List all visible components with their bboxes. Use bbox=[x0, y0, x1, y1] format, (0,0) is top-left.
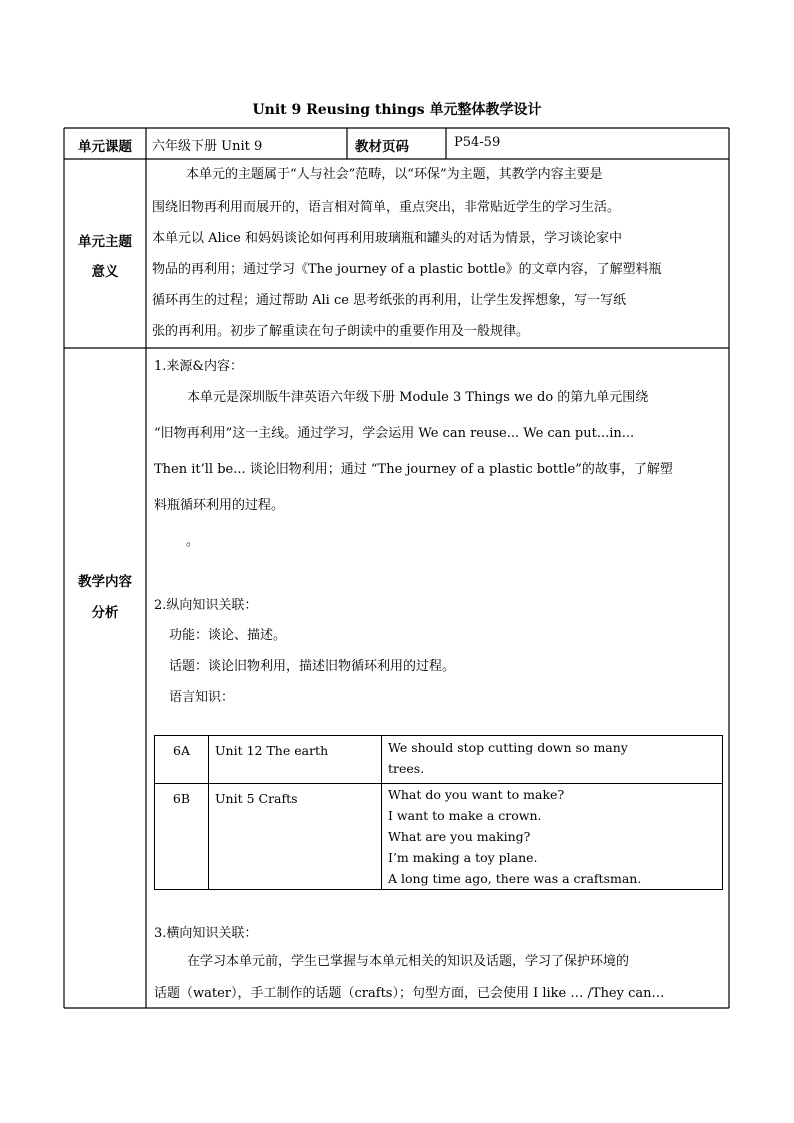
unit-topic-label: 单元课题 bbox=[78, 139, 132, 155]
theme-line: 张的再利用。初步了解重读在句子朗读中的重要作用及一般规律。 bbox=[152, 324, 530, 339]
content-label-line2: 分析 bbox=[91, 605, 119, 621]
document-title: Unit 9 Reusing things 单元整体教学设计 bbox=[252, 102, 542, 118]
section2-topic: 话题：谈论旧物利用，描述旧物循环利用的过程。 bbox=[169, 659, 456, 674]
theme-line: 循环再生的过程；通过帮助 Ali ce 思考纸张的再利用，让学生发挥想象，写一写纸 bbox=[152, 293, 627, 308]
section3-line: 在学习本单元前，学生已掌握与本单元相关的知识及话题，学习了保护环境的 bbox=[187, 954, 630, 969]
table-row bbox=[155, 736, 723, 784]
section1-line: Then it’ll be... 谈论旧物利用；通过 “The journey of a plastic bottle”的故事，了解塑 bbox=[154, 462, 673, 477]
grade-cell bbox=[155, 736, 209, 784]
theme-label-line2: 意义 bbox=[91, 264, 119, 280]
sentence-line: I’m making a toy plane. bbox=[388, 850, 538, 865]
section2-language: 语言知识： bbox=[169, 690, 235, 705]
theme-line: 本单元以 Alice 和妈妈谈论如何再利用玻璃瓶和罐头的对话为情景，学习谈论家中 bbox=[152, 231, 622, 246]
sentence-line: A long time ago, there was a craftsman. bbox=[388, 871, 642, 886]
sentence-cell bbox=[382, 784, 723, 890]
unit-cell bbox=[209, 784, 382, 890]
content-analysis-label bbox=[64, 567, 146, 629]
sentence-cell bbox=[382, 736, 723, 784]
pages-label: 教材页码 bbox=[355, 139, 409, 155]
pages-value: P54-59 bbox=[454, 135, 501, 150]
section2-heading: 2.纵向知识关联： bbox=[154, 598, 258, 613]
unit-text: Unit 5 Crafts bbox=[215, 791, 298, 806]
content-label-line1: 教学内容 bbox=[78, 574, 132, 590]
unit-text: Unit 12 The earth bbox=[215, 743, 329, 758]
unit-cell bbox=[209, 736, 382, 784]
section1-line: 料瓶循环利用的过程。 bbox=[154, 498, 285, 513]
theme-label bbox=[64, 227, 146, 287]
sentence-line: trees. bbox=[388, 761, 425, 776]
grade-text: 6B bbox=[172, 791, 191, 806]
grade-text: 6A bbox=[173, 743, 190, 758]
section1-paragraph bbox=[154, 380, 729, 524]
sentence-line: We should stop cutting down so many bbox=[388, 740, 628, 755]
section3-heading: 3.横向知识关联： bbox=[154, 926, 258, 941]
theme-paragraph bbox=[152, 158, 728, 347]
section3-paragraph bbox=[154, 946, 729, 1010]
grade-cell bbox=[155, 784, 209, 890]
section1-line: “旧物再利用”这一主线。通过学习，学会运用 We can reuse... We can put...in... bbox=[154, 426, 635, 441]
sentence-line: What do you want to make? bbox=[388, 787, 565, 802]
section1-dot: 。 bbox=[186, 534, 200, 549]
section1-heading: 1.来源&内容： bbox=[154, 359, 243, 374]
section1-line: 本单元是深圳版牛津英语六年级下册 Module 3 Things we do 的第九单元围绕 bbox=[187, 390, 649, 405]
section2-function: 功能：谈论、描述。 bbox=[169, 628, 287, 643]
theme-line: 围绕旧物再利用而展开的，语言相对简单，重点突出，非常贴近学生的学习生活。 bbox=[152, 200, 621, 215]
sentence-line: I want to make a crown. bbox=[388, 808, 542, 823]
language-knowledge-table bbox=[154, 735, 723, 890]
table-row bbox=[155, 784, 723, 890]
theme-line: 物品的再利用；通过学习《The journey of a plastic bottle》的文章内容，了解塑料瓶 bbox=[152, 262, 662, 277]
section3-line: 话题（water），手工制作的话题（crafts）；句型方面，已会使用 I like … /They can… bbox=[154, 986, 665, 1001]
unit-topic-value: 六年级下册 Unit 9 bbox=[152, 139, 263, 154]
theme-label-line1: 单元主题 bbox=[78, 234, 132, 250]
sentence-line: What are you making? bbox=[388, 829, 531, 844]
theme-line: 本单元的主题属于“人与社会”范畴，以“环保”为主题，其教学内容主要是 bbox=[186, 167, 603, 182]
